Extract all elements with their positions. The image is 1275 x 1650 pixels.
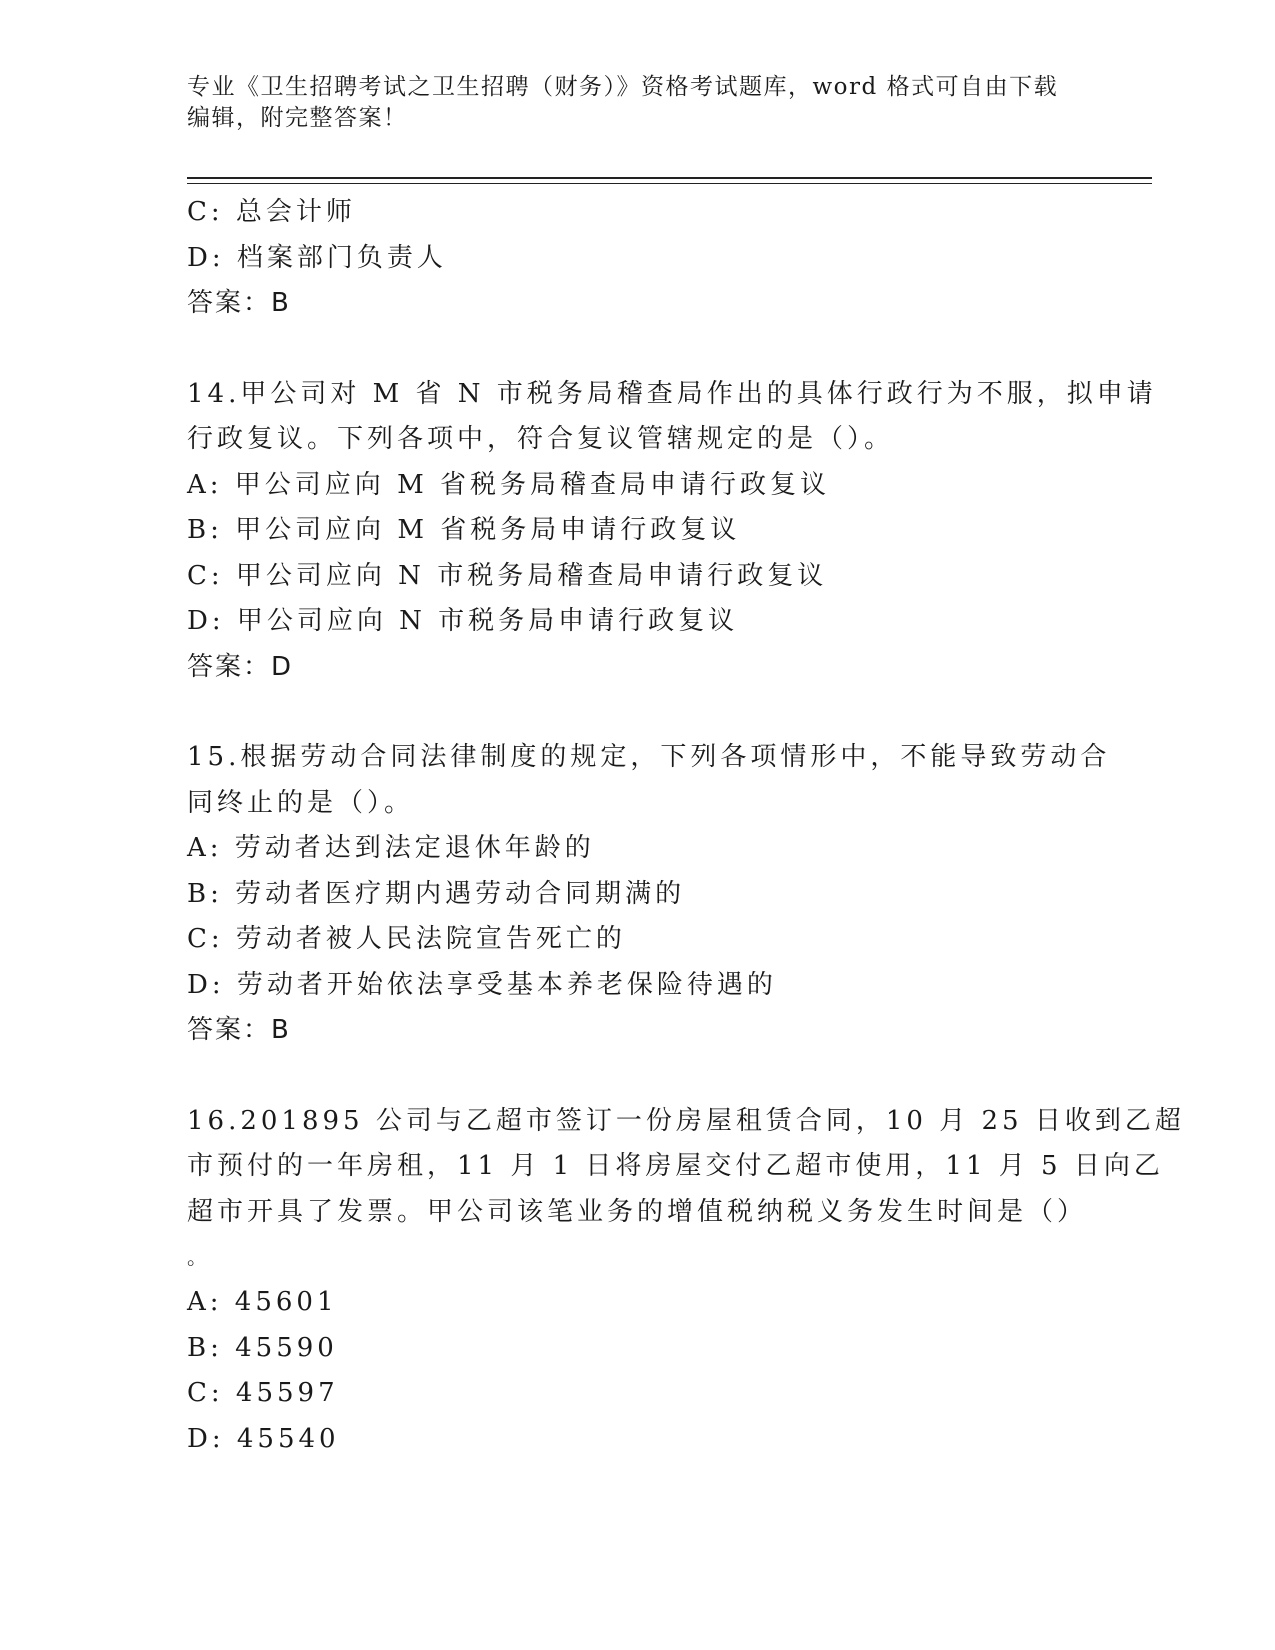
spacer: [187, 327, 1087, 372]
q15-option-c: C: 劳动者被人民法院宣告死亡的: [187, 924, 626, 954]
q15-stem-line-1: 15.根据劳动合同法律制度的规定，下列各项情形中，不能导致劳动合: [187, 742, 1111, 772]
q14-stem-line-1: 14.甲公司对 M 省 N 市税务局稽查局作出的具体行政行为不服，拟申请: [187, 378, 1157, 409]
q15-option-b: B: 劳动者医疗期内遇劳动合同期满的: [187, 878, 686, 909]
question-14: [187, 372, 1157, 691]
q15-stem-line-2: 同终止的是（）。: [187, 787, 415, 818]
q13-option-d: D: 档案部门负责人: [187, 242, 447, 273]
q16-option-d: D: 45540: [187, 1423, 340, 1454]
spacer: [187, 690, 1087, 735]
q14-stem-line-2: 行政复议。下列各项中，符合复议管辖规定的是（）。: [187, 424, 895, 454]
q16-stem-line-1: 16.201895 公司与乙超市签订一份房屋租赁合同，10 月 25 日收到乙超: [187, 1105, 1185, 1136]
q14-option-c: C: 甲公司应向 N 市税务局稽查局申请行政复议: [187, 560, 828, 591]
document-header: [187, 72, 1067, 134]
q15-option-a: A: 劳动者达到法定退休年龄的: [187, 833, 595, 863]
question-13-tail: [187, 190, 1087, 327]
q16-option-b: B: 45590: [187, 1332, 338, 1363]
question-16: [187, 1099, 1185, 1463]
header-divider-thin: [187, 183, 1152, 184]
spacer: [187, 1054, 1087, 1099]
header-line-2: 编辑，附完整答案！: [187, 105, 408, 131]
q16-option-a: A: 45601: [187, 1287, 338, 1317]
q15-answer: 答案：B: [187, 1015, 291, 1045]
q14-answer: 答案：D: [187, 651, 294, 682]
header-divider-thick: [187, 177, 1152, 179]
header-line-1: 专业《卫生招聘考试之卫生招聘（财务）》资格考试题库，word 格式可自由下载: [187, 74, 1059, 100]
q15-option-d: D: 劳动者开始依法享受基本养老保险待遇的: [187, 969, 777, 1000]
q16-stem-line-4: 。: [187, 1245, 211, 1269]
q14-option-b: B: 甲公司应向 M 省税务局申请行政复议: [187, 515, 741, 545]
question-content: [187, 190, 1185, 1462]
q13-option-c: C: 总会计师: [187, 197, 356, 227]
q16-stem-line-2: 市预付的一年房租，11 月 1 日将房屋交付乙超市使用，11 月 5 日向乙: [187, 1151, 1164, 1181]
q14-option-a: A: 甲公司应向 M 省税务局稽查局申请行政复议: [187, 469, 830, 500]
question-15: [187, 735, 1111, 1054]
q16-stem-line-3: 超市开具了发票。甲公司该笔业务的增值税纳税义务发生时间是（）: [187, 1196, 1088, 1227]
q16-option-c: C: 45597: [187, 1378, 339, 1408]
q13-answer: 答案：B: [187, 288, 291, 318]
q14-option-d: D: 甲公司应向 N 市税务局申请行政复议: [187, 606, 739, 636]
